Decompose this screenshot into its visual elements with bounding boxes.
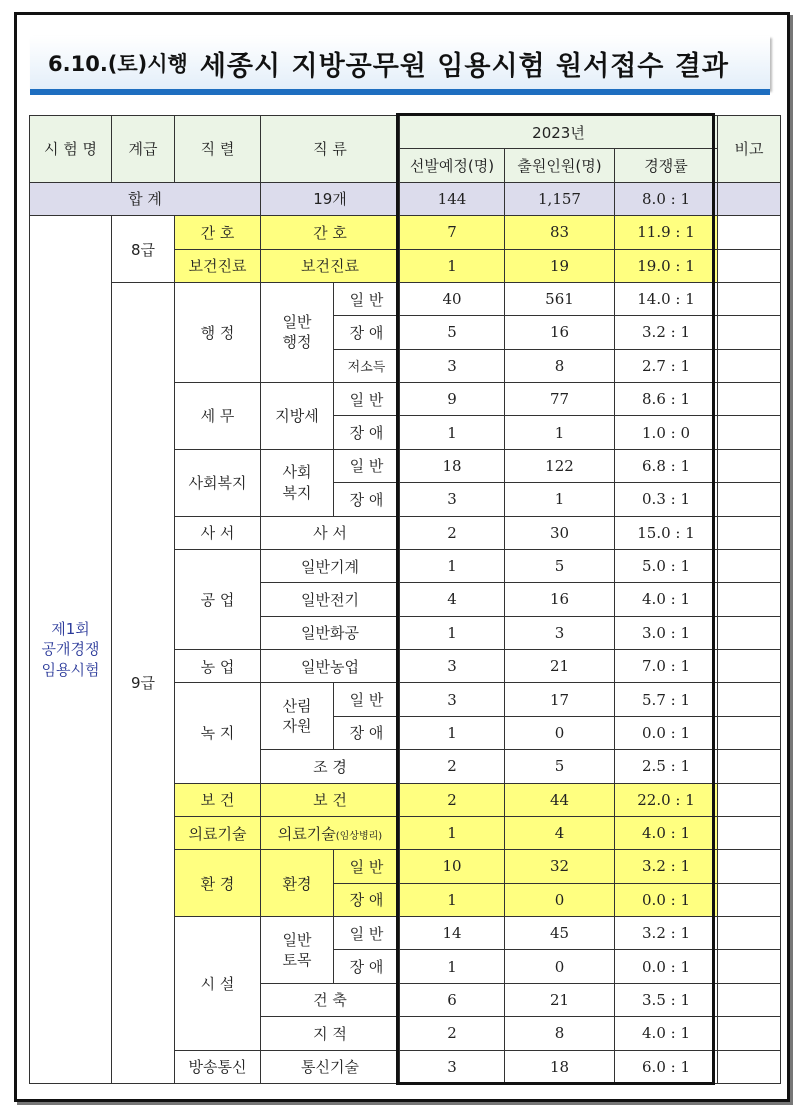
- row-6-sub: 장 애: [334, 416, 400, 449]
- row-24-note: [718, 1017, 781, 1050]
- row-5-planned: 9: [400, 383, 505, 416]
- row-5-applicants: 77: [505, 383, 615, 416]
- class-health-med: 보건진료: [261, 249, 400, 282]
- row-18-planned: 1: [400, 816, 505, 849]
- row-4-sub: 저소득: [334, 349, 400, 382]
- series-admin: 행 정: [175, 282, 261, 382]
- series-health: 보 건: [175, 783, 261, 816]
- row-6-planned: 1: [400, 416, 505, 449]
- row-14-applicants: 17: [505, 683, 615, 716]
- row-19-applicants: 32: [505, 850, 615, 883]
- row-3-planned: 5: [400, 316, 505, 349]
- series-welfare: 사회복지: [175, 449, 261, 516]
- header-exam: 시 험 명: [30, 116, 112, 183]
- row-2-sub: 일 반: [334, 282, 400, 315]
- row-18-applicants: 4: [505, 816, 615, 849]
- row-25-applicants: 18: [505, 1050, 615, 1084]
- total-count: 19개: [261, 182, 400, 215]
- grade-9: 9급: [112, 282, 175, 1083]
- row-21-planned: 14: [400, 917, 505, 950]
- total-ratio: 8.0 : 1: [615, 182, 718, 215]
- row-22-sub: 장 애: [334, 950, 400, 983]
- row-4-ratio: 2.7 : 1: [615, 349, 718, 382]
- row-7-ratio: 6.8 : 1: [615, 449, 718, 482]
- row-13-class: 일반농업: [261, 650, 400, 683]
- row-16-class: 조 경: [261, 750, 400, 783]
- row-0-note: [718, 216, 781, 249]
- row-15-planned: 1: [400, 716, 505, 749]
- class-nursing: 간 호: [261, 216, 400, 249]
- row-3-sub: 장 애: [334, 316, 400, 349]
- class-env: 환경: [261, 850, 334, 917]
- series-nursing: 간 호: [175, 216, 261, 249]
- row-0-applicants: 83: [505, 216, 615, 249]
- row-8-ratio: 0.3 : 1: [615, 483, 718, 516]
- row-21-applicants: 45: [505, 917, 615, 950]
- row-13-planned: 3: [400, 650, 505, 683]
- row-19-sub: 일 반: [334, 850, 400, 883]
- row-0-ratio: 11.9 : 1: [615, 216, 718, 249]
- row-20-note: [718, 883, 781, 916]
- exam-name: 제1회 공개경쟁 임용시험: [30, 216, 112, 1084]
- page-title: [48, 38, 729, 88]
- row-5-sub: 일 반: [334, 383, 400, 416]
- row-7-sub: 일 반: [334, 449, 400, 482]
- row-21-sub: 일 반: [334, 917, 400, 950]
- row-15-ratio: 0.0 : 1: [615, 716, 718, 749]
- row-2-applicants: 561: [505, 282, 615, 315]
- row-11-class: 일반전기: [261, 583, 400, 616]
- class-forest: 산림 자원: [261, 683, 334, 750]
- header-note: 비고: [718, 116, 781, 183]
- row-0-planned: 7: [400, 216, 505, 249]
- row-22-ratio: 0.0 : 1: [615, 950, 718, 983]
- row-6-ratio: 1.0 : 0: [615, 416, 718, 449]
- row-25-ratio: 6.0 : 1: [615, 1050, 718, 1084]
- row-12-class: 일반화공: [261, 616, 400, 649]
- results-table: [29, 115, 781, 1084]
- header-planned: 선발예정(명): [400, 149, 505, 182]
- row-20-applicants: 0: [505, 883, 615, 916]
- class-librarian: 사 서: [261, 516, 400, 549]
- row-25-note: [718, 1050, 781, 1084]
- class-civil: 일반 토목: [261, 917, 334, 984]
- row-17-note: [718, 783, 781, 816]
- row-17-applicants: 44: [505, 783, 615, 816]
- row-22-planned: 1: [400, 950, 505, 983]
- title-date: 6.10.(토)시행: [48, 52, 188, 76]
- row-4-planned: 3: [400, 349, 505, 382]
- row-24-applicants: 8: [505, 1017, 615, 1050]
- row-23-note: [718, 983, 781, 1016]
- row-11-ratio: 4.0 : 1: [615, 583, 718, 616]
- series-industry: 공 업: [175, 549, 261, 649]
- row-18-note: [718, 816, 781, 849]
- series-tax: 세 무: [175, 383, 261, 450]
- header-ratio: 경쟁률: [615, 149, 718, 182]
- row-15-applicants: 0: [505, 716, 615, 749]
- row-19-planned: 10: [400, 850, 505, 883]
- series-librarian: 사 서: [175, 516, 261, 549]
- row-11-applicants: 16: [505, 583, 615, 616]
- row-2-note: [718, 282, 781, 315]
- row-12-applicants: 3: [505, 616, 615, 649]
- row-14-note: [718, 683, 781, 716]
- class-health: 보 건: [261, 783, 400, 816]
- row-8-note: [718, 483, 781, 516]
- row-8-sub: 장 애: [334, 483, 400, 516]
- row-3-applicants: 16: [505, 316, 615, 349]
- total-label: 합 계: [30, 182, 261, 215]
- row-11-note: [718, 583, 781, 616]
- row-7-note: [718, 449, 781, 482]
- total-applicants: 1,157: [505, 182, 615, 215]
- row-10-class: 일반기계: [261, 549, 400, 582]
- class-medtech-sub: (임상병리): [335, 830, 383, 842]
- row-10-ratio: 5.0 : 1: [615, 549, 718, 582]
- row-10-planned: 1: [400, 549, 505, 582]
- row-1-planned: 1: [400, 249, 505, 282]
- row-15-note: [718, 716, 781, 749]
- row-20-planned: 1: [400, 883, 505, 916]
- series-env: 환 경: [175, 850, 261, 917]
- row-9-planned: 2: [400, 516, 505, 549]
- class-welfare: 사회 복지: [261, 449, 334, 516]
- class-telecom: 통신기술: [261, 1050, 400, 1084]
- row-1-ratio: 19.0 : 1: [615, 249, 718, 282]
- row-21-ratio: 3.2 : 1: [615, 917, 718, 950]
- series-agri: 농 업: [175, 650, 261, 683]
- row-25-planned: 3: [400, 1050, 505, 1084]
- title-main: 세종시 지방공무원 임용시험 원서접수 결과: [199, 50, 729, 82]
- row-10-applicants: 5: [505, 549, 615, 582]
- row-1-applicants: 19: [505, 249, 615, 282]
- header-year: 2023년: [400, 116, 718, 149]
- row-9-note: [718, 516, 781, 549]
- row-21-note: [718, 917, 781, 950]
- row-20-ratio: 0.0 : 1: [615, 883, 718, 916]
- row-19-ratio: 3.2 : 1: [615, 850, 718, 883]
- class-tax: 지방세: [261, 383, 334, 450]
- series-facility: 시 설: [175, 917, 261, 1051]
- series-health-med: 보건진료: [175, 249, 261, 282]
- header-applicants: 출원인원(명): [505, 149, 615, 182]
- row-22-note: [718, 950, 781, 983]
- row-14-ratio: 5.7 : 1: [615, 683, 718, 716]
- row-3-ratio: 3.2 : 1: [615, 316, 718, 349]
- row-13-note: [718, 650, 781, 683]
- row-16-ratio: 2.5 : 1: [615, 750, 718, 783]
- series-broadcast: 방송통신: [175, 1050, 261, 1084]
- header-series: 직 렬: [175, 116, 261, 183]
- row-5-ratio: 8.6 : 1: [615, 383, 718, 416]
- row-7-applicants: 122: [505, 449, 615, 482]
- class-admin: 일반 행정: [261, 282, 334, 382]
- row-4-applicants: 8: [505, 349, 615, 382]
- row-5-note: [718, 383, 781, 416]
- row-24-planned: 2: [400, 1017, 505, 1050]
- class-medtech-label: 의료기술: [277, 824, 336, 843]
- row-16-note: [718, 750, 781, 783]
- class-medtech: [261, 816, 400, 849]
- series-green: 녹 지: [175, 683, 261, 783]
- row-12-note: [718, 616, 781, 649]
- row-20-sub: 장 애: [334, 883, 400, 916]
- row-23-applicants: 21: [505, 983, 615, 1016]
- row-17-ratio: 22.0 : 1: [615, 783, 718, 816]
- row-18-ratio: 4.0 : 1: [615, 816, 718, 849]
- total-note: [718, 182, 781, 215]
- total-planned: 144: [400, 182, 505, 215]
- row-1-note: [718, 249, 781, 282]
- header-grade: 계급: [112, 116, 175, 183]
- header-class: 직 류: [261, 116, 400, 183]
- row-8-applicants: 1: [505, 483, 615, 516]
- row-23-class: 건 축: [261, 983, 400, 1016]
- row-9-applicants: 30: [505, 516, 615, 549]
- row-2-ratio: 14.0 : 1: [615, 282, 718, 315]
- row-15-sub: 장 애: [334, 716, 400, 749]
- row-14-planned: 3: [400, 683, 505, 716]
- row-17-planned: 2: [400, 783, 505, 816]
- series-medtech: 의료기술: [175, 816, 261, 849]
- title-underline: [30, 89, 770, 95]
- row-23-planned: 6: [400, 983, 505, 1016]
- row-14-sub: 일 반: [334, 683, 400, 716]
- row-9-ratio: 15.0 : 1: [615, 516, 718, 549]
- row-8-planned: 3: [400, 483, 505, 516]
- row-16-applicants: 5: [505, 750, 615, 783]
- row-11-planned: 4: [400, 583, 505, 616]
- row-24-ratio: 4.0 : 1: [615, 1017, 718, 1050]
- row-13-ratio: 7.0 : 1: [615, 650, 718, 683]
- row-6-note: [718, 416, 781, 449]
- row-23-ratio: 3.5 : 1: [615, 983, 718, 1016]
- row-24-class: 지 적: [261, 1017, 400, 1050]
- row-7-planned: 18: [400, 449, 505, 482]
- row-19-note: [718, 850, 781, 883]
- row-12-ratio: 3.0 : 1: [615, 616, 718, 649]
- row-3-note: [718, 316, 781, 349]
- grade-8: 8급: [112, 216, 175, 283]
- row-12-planned: 1: [400, 616, 505, 649]
- row-10-note: [718, 549, 781, 582]
- row-22-applicants: 0: [505, 950, 615, 983]
- row-16-planned: 2: [400, 750, 505, 783]
- row-2-planned: 40: [400, 282, 505, 315]
- row-6-applicants: 1: [505, 416, 615, 449]
- row-13-applicants: 21: [505, 650, 615, 683]
- row-4-note: [718, 349, 781, 382]
